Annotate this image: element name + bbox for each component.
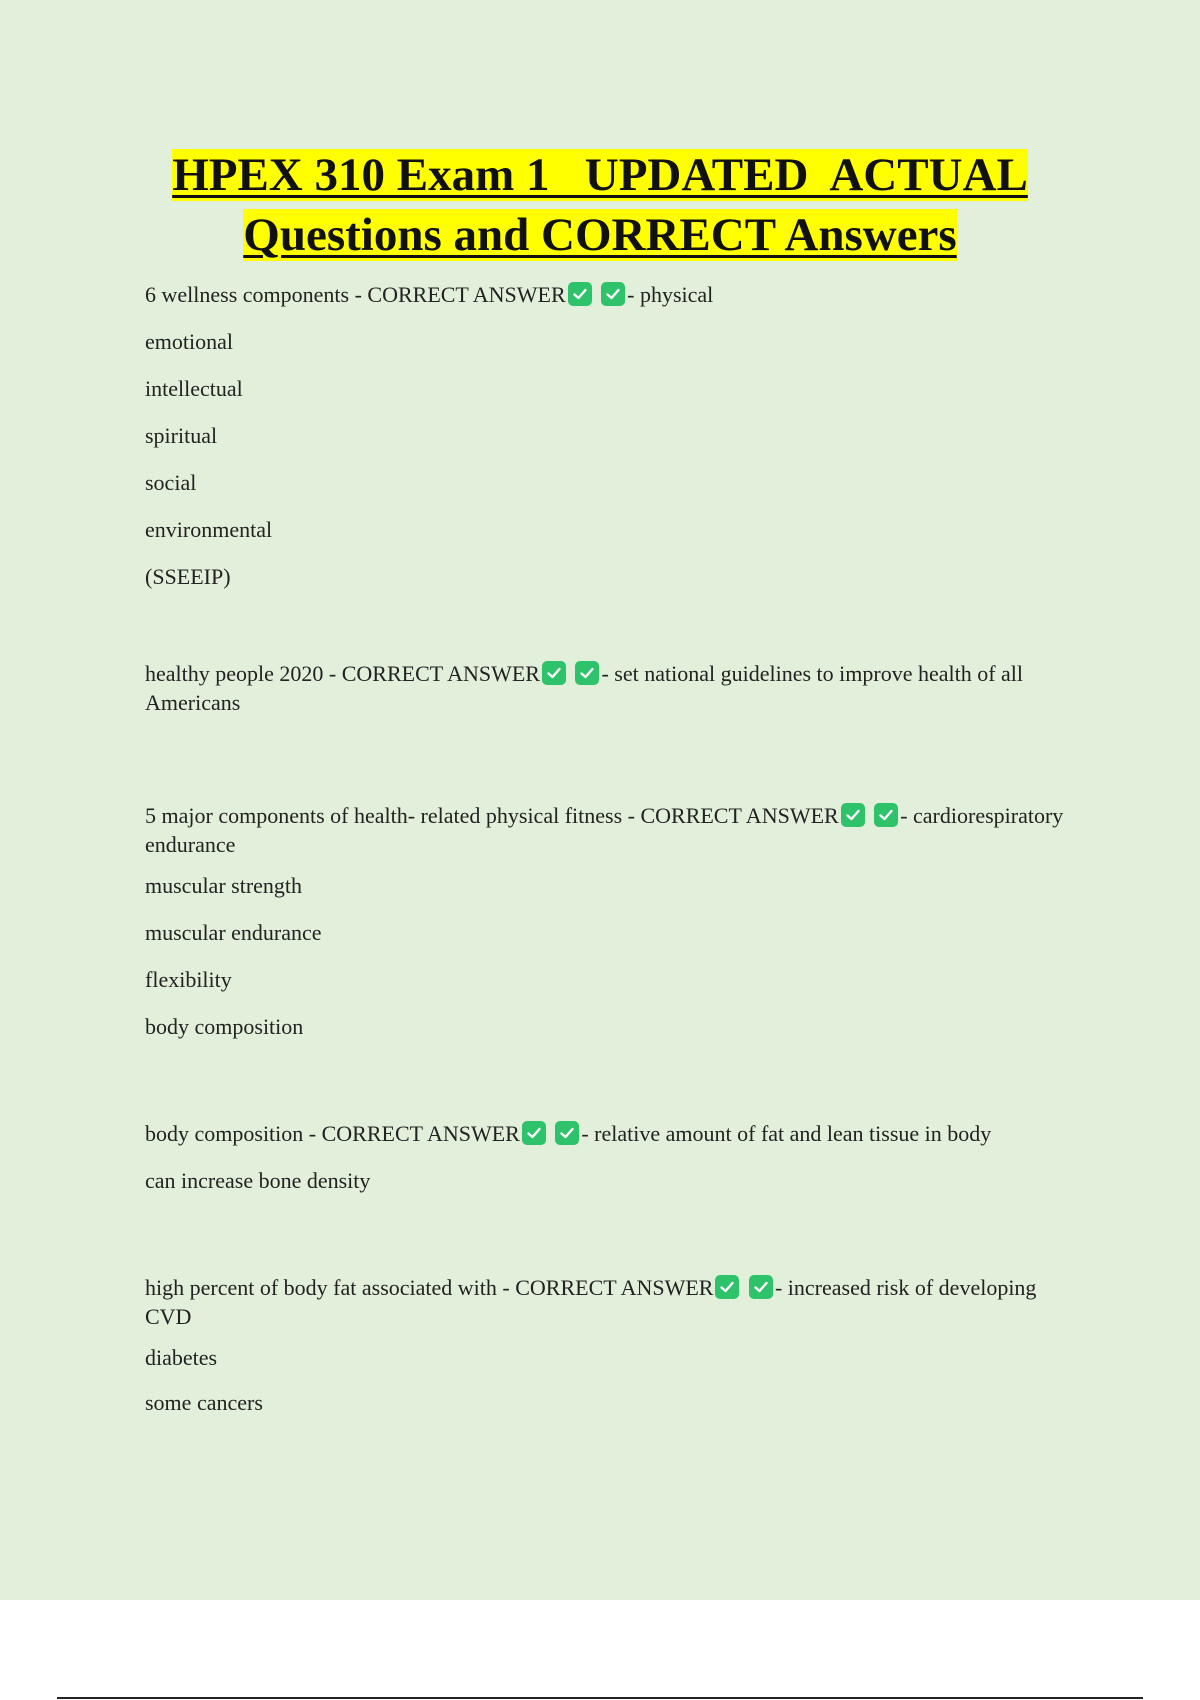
qa-question-line	[145, 280, 1085, 309]
check-mark-icon	[874, 803, 898, 827]
answer-line: body composition	[145, 1014, 304, 1039]
title-line-1: HPEX 310 Exam 1 UPDATED ACTUAL	[172, 149, 1028, 201]
qa-question-line	[145, 659, 1085, 717]
question-text: 6 wellness components - CORRECT ANSWER	[145, 282, 566, 307]
answer-line: spiritual	[145, 423, 218, 448]
question-text: 5 major components of health- related physical fitness - CORRECT ANSWER	[145, 803, 839, 828]
question-text: high percent of body fat associated with - CORRECT ANSWER	[145, 1275, 714, 1300]
answer-text: - physical	[627, 282, 714, 307]
answer-line: can increase bone density	[145, 1168, 371, 1193]
qa-question-line	[145, 801, 1085, 859]
answer-line: (SSEEIP)	[145, 564, 231, 589]
qa-question-line	[145, 1273, 1085, 1331]
answer-line: muscular endurance	[145, 920, 322, 945]
qa-item	[145, 1273, 1085, 1417]
question-text: body composition - CORRECT ANSWER	[145, 1121, 520, 1146]
answer-text: - relative amount of fat and lean tissue in body	[581, 1121, 992, 1146]
title-line-2: Questions and CORRECT Answers	[243, 209, 957, 261]
qa-question-line	[145, 1119, 1085, 1148]
answer-line: social	[145, 470, 197, 495]
document-title	[0, 145, 1200, 265]
answer-line: emotional	[145, 329, 233, 354]
qa-item	[145, 659, 1085, 717]
answer-line: environmental	[145, 517, 273, 542]
check-mark-icon	[749, 1275, 773, 1299]
answer-line: some cancers	[145, 1390, 263, 1415]
qa-item	[145, 280, 1085, 591]
answer-line: diabetes	[145, 1345, 218, 1370]
question-text: healthy people 2020 - CORRECT ANSWER	[145, 661, 540, 686]
answer-line: flexibility	[145, 967, 232, 992]
qa-list	[145, 280, 1085, 1469]
check-mark-icon	[555, 1121, 579, 1145]
answer-text: - cardiorespiratory endurance	[145, 803, 1064, 857]
check-mark-icon	[542, 661, 566, 685]
check-mark-icon	[715, 1275, 739, 1299]
check-mark-icon	[841, 803, 865, 827]
qa-item	[145, 1119, 1085, 1195]
answer-line: muscular strength	[145, 873, 303, 898]
check-mark-icon	[522, 1121, 546, 1145]
answer-line: intellectual	[145, 376, 243, 401]
qa-item	[145, 801, 1085, 1041]
footer-divider	[57, 1697, 1143, 1699]
answer-text: - increased risk of developing CVD	[145, 1275, 1037, 1329]
check-mark-icon	[601, 282, 625, 306]
check-mark-icon	[575, 661, 599, 685]
answer-text: - set national guidelines to improve health of all Americans	[145, 661, 1024, 715]
check-mark-icon	[568, 282, 592, 306]
